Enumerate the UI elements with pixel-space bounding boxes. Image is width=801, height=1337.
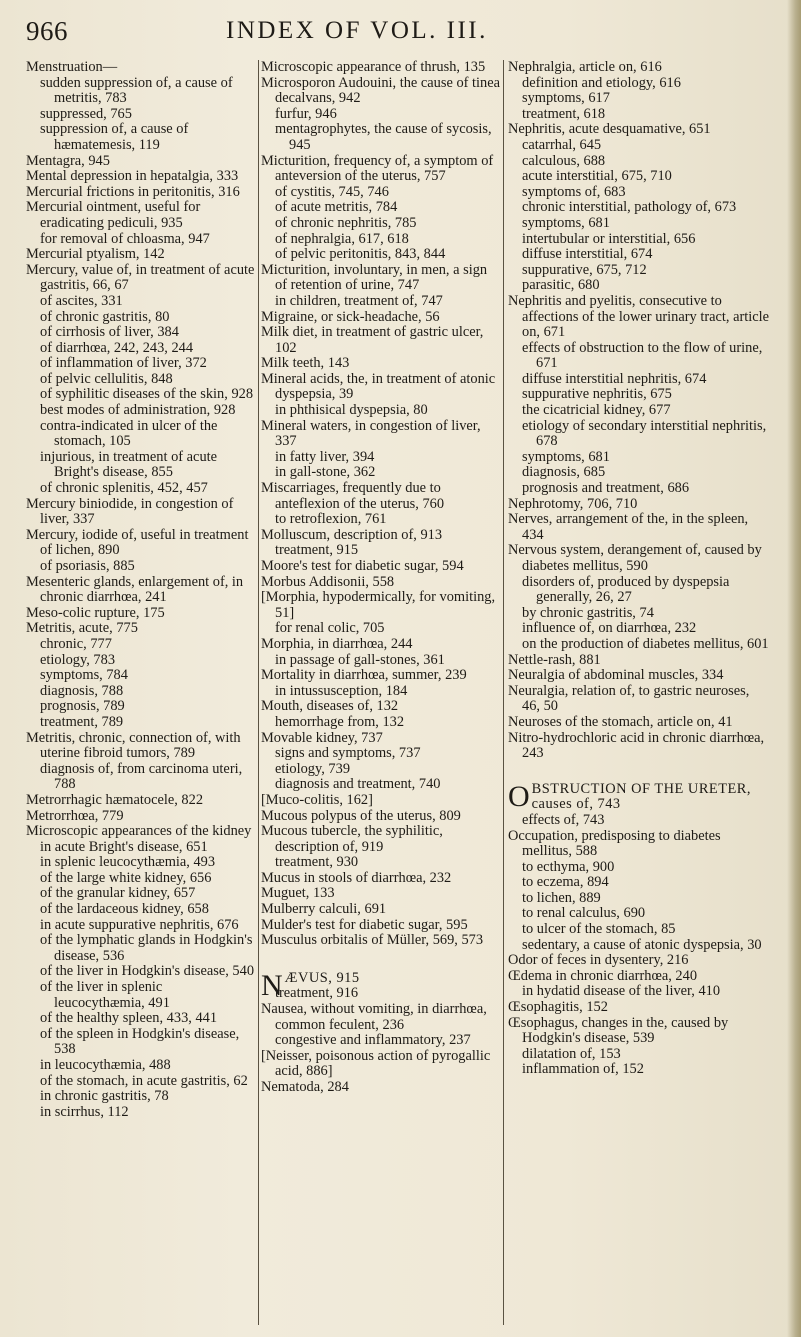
index-subentry: mentagrophytes, the cause of sycosis, 945 — [275, 121, 492, 153]
index-subentry: in acute suppurative nephritis, 676 — [40, 916, 239, 933]
index-subentry: etiology, 739 — [275, 760, 351, 777]
index-entry: Mercury biniodide, in congestion of liver, 337 — [26, 495, 234, 528]
index-subentry: calculous, 688 — [522, 152, 606, 169]
index-entry: [Neisser, poisonous action of pyrogallic acid, 886] — [261, 1047, 491, 1080]
index-entry: [Muco-colitis, 162] — [261, 791, 373, 808]
index-subentry: chronic, 777 — [40, 635, 112, 652]
index-subentry: sudden suppression of, a cause of metritis, 783 — [40, 74, 233, 107]
index-subentry: of cirrhosis of liver, 384 — [40, 324, 179, 341]
index-entry: Mercurial ptyalism, 142 — [26, 246, 165, 263]
index-entry: Neuroses of the stomach, article on, 41 — [508, 713, 733, 730]
index-entry: Nerves, arrangement of the, in the spleen, 434 — [508, 511, 749, 543]
index-subentry: sedentary, a cause of atonic dyspepsia, 30 — [522, 936, 762, 953]
index-subentry: diagnosis, 685 — [522, 464, 606, 481]
index-subentry: suppressed, 765 — [40, 105, 132, 122]
index-subentry: definition and etiology, 616 — [522, 74, 681, 91]
index-entry: Mercury, iodide of, useful in treatment of lichen, 890 — [26, 526, 249, 559]
index-subentry: in chronic gastritis, 78 — [40, 1088, 169, 1105]
page-edge-shadow — [787, 0, 801, 1337]
index-column-2 — [261, 60, 501, 1096]
index-subentry: chronic interstitial, pathology of, 673 — [522, 199, 737, 216]
index-subentry: to lichen, 889 — [522, 889, 601, 906]
index-entry: Migraine, or sick-headache, 56 — [261, 308, 440, 325]
index-subentry: effects of, 743 — [522, 811, 605, 828]
index-subentry: in phthisical dyspepsia, 80 — [275, 402, 428, 419]
index-entry: Nephralgia, article on, 616 — [508, 59, 662, 75]
index-entry: Muguet, 133 — [261, 885, 335, 902]
index-subentry: symptoms, 784 — [40, 667, 128, 684]
index-subentry: symptoms, 617 — [522, 90, 610, 107]
index-subentry: etiology, 783 — [40, 651, 116, 668]
index-subentry: of pelvic peritonitis, 843, 844 — [275, 246, 446, 263]
index-entry: Nephritis and pyelitis, consecutive to affections of the lower urinary tract, article on, 671 — [508, 292, 770, 341]
index-entry: Miscarriages, frequently due to anteflexion of the uterus, 760 — [261, 480, 445, 512]
index-subentry: inflammation of, 152 — [522, 1061, 644, 1078]
index-entry: [Morphia, hypodermically, for vomiting, 51] — [261, 589, 496, 621]
running-head: INDEX OF VOL. III. — [226, 17, 488, 44]
index-subentry: hemorrhage from, 132 — [275, 713, 405, 730]
index-entry: Nematoda, 284 — [261, 1079, 349, 1095]
index-subentry: of chronic gastritis, 80 — [40, 308, 170, 325]
index-entry: Micturition, frequency of, a symptom of anteversion of the uterus, 757 — [261, 152, 494, 185]
index-subentry: intertubular or interstitial, 656 — [522, 230, 696, 247]
index-subentry: in hydatid disease of the liver, 410 — [522, 983, 721, 1000]
index-subentry: in scirrhus, 112 — [40, 1103, 129, 1120]
index-subentry: by chronic gastritis, 74 — [522, 604, 654, 621]
index-subentry: of the spleen in Hodgkin's disease, 538 — [40, 1025, 240, 1058]
index-entry: Odor of feces in dysentery, 216 — [508, 952, 689, 969]
drop-cap-letter: N — [261, 968, 283, 1002]
index-subentry: of the lymphatic glands in Hodgkin's disease, 536 — [40, 932, 253, 964]
index-subentry: of the lardaceous kidney, 658 — [40, 901, 209, 918]
index-entry: Occupation, predisposing to diabetes mellitus, 588 — [508, 827, 721, 860]
index-subentry: in passage of gall-stones, 361 — [275, 651, 445, 668]
index-entry: Mesenteric glands, enlargement of, in chronic diarrhœa, 241 — [26, 573, 244, 606]
index-entry: Mercurial ointment, useful for eradicating pediculi, 935 — [26, 199, 201, 231]
index-subentry: prognosis and treatment, 686 — [522, 480, 690, 497]
index-subentry: best modes of administration, 928 — [40, 402, 236, 419]
page-number: 966 — [26, 16, 68, 46]
index-subentry: dilatation of, 153 — [522, 1045, 621, 1062]
column-divider — [503, 60, 504, 1325]
index-entry: Œsophagitis, 152 — [508, 999, 608, 1016]
index-entry: Metrorrhagic hæmatocele, 822 — [26, 791, 204, 808]
index-subentry: treatment, 915 — [275, 542, 359, 559]
index-entry: Mineral acids, the, in treatment of atonic dyspepsia, 39 — [261, 370, 496, 403]
index-entry: Neuralgia, relation of, to gastric neuroses, 46, 50 — [508, 682, 750, 715]
index-entry: Mulberry calculi, 691 — [261, 901, 387, 918]
index-subentry: of the healthy spleen, 433, 441 — [40, 1010, 218, 1027]
index-subentry: etiology of secondary interstitial nephritis, 678 — [522, 417, 767, 450]
section-start-entry — [508, 779, 770, 813]
index-subentry: in leucocythæmia, 488 — [40, 1057, 171, 1073]
index-subentry: of diarrhœa, 242, 243, 244 — [40, 339, 194, 356]
index-entry: Mentagra, 945 — [26, 152, 110, 169]
index-subentry: of pelvic cellulitis, 848 — [40, 370, 173, 387]
index-entry: Microsporon Audouini, the cause of tinea decalvans, 942 — [261, 74, 500, 107]
index-subentry: symptoms, 681 — [522, 448, 610, 465]
index-entry: Molluscum, description of, 913 — [261, 526, 443, 543]
index-entry: Musculus orbitalis of Müller, 569, 573 — [261, 932, 484, 949]
index-entry: Movable kidney, 737 — [261, 729, 383, 746]
index-subentry: in splenic leucocythæmia, 493 — [40, 854, 216, 871]
index-subentry: in children, treatment of, 747 — [275, 292, 443, 309]
index-entry: Mucous tubercle, the syphilitic, description of, 919 — [261, 823, 443, 855]
index-subentry: to renal calculus, 690 — [522, 905, 646, 922]
index-subentry: for renal colic, 705 — [275, 620, 385, 637]
index-subentry: in fatty liver, 394 — [275, 448, 375, 465]
index-subentry: diagnosis and treatment, 740 — [275, 776, 441, 793]
index-subentry: on the production of diabetes mellitus, 601 — [522, 635, 769, 652]
index-entry: Metritis, acute, 775 — [26, 620, 138, 637]
index-subentry: of ascites, 331 — [40, 292, 123, 309]
index-subentry: congestive and inflammatory, 237 — [275, 1032, 471, 1049]
index-entry: Morphia, in diarrhœa, 244 — [261, 635, 413, 652]
index-entry: Nettle-rash, 881 — [508, 651, 601, 668]
index-entry: Mucus in stools of diarrhœa, 232 — [261, 869, 452, 886]
index-entry: Meso-colic rupture, 175 — [26, 604, 165, 621]
index-subentry: symptoms of, 683 — [522, 183, 626, 200]
index-entry: Menstruation— — [26, 59, 118, 75]
index-subentry: to ulcer of the stomach, 85 — [522, 921, 676, 938]
index-entry: Mulder's test for diabetic sugar, 595 — [261, 916, 468, 933]
index-subentry: to eczema, 894 — [522, 874, 609, 891]
index-subentry: treatment, 618 — [522, 105, 606, 122]
index-subentry: of chronic nephritis, 785 — [275, 214, 417, 231]
index-subentry: treatment, 916 — [275, 985, 359, 1002]
index-subentry: disorders of, produced by dyspepsia generally, 26, 27 — [522, 573, 730, 606]
index-subentry: of the granular kidney, 657 — [40, 885, 196, 902]
index-subentry: treatment, 930 — [275, 854, 359, 871]
index-subentry: parasitic, 680 — [522, 277, 600, 294]
index-subentry: diagnosis, 788 — [40, 682, 124, 699]
entry-text: BSTRUCTION OF THE URETER, causes of, 743 — [531, 780, 751, 813]
index-entry: Nausea, without vomiting, in diarrhœa, common feculent, 236 — [261, 1001, 487, 1033]
index-entry: Nervous system, derangement of, caused by diabetes mellitus, 590 — [508, 542, 762, 574]
index-subentry: to retroflexion, 761 — [275, 511, 387, 528]
index-subentry: diffuse interstitial nephritis, 674 — [522, 370, 707, 387]
index-entry: Mortality in diarrhœa, summer, 239 — [261, 667, 467, 684]
index-subentry: suppurative, 675, 712 — [522, 261, 647, 278]
index-subentry: of inflammation of liver, 372 — [40, 355, 207, 372]
index-subentry: treatment, 789 — [40, 713, 124, 730]
index-column-3 — [508, 60, 770, 1078]
index-entry: Mucous polypus of the uterus, 809 — [261, 807, 461, 824]
index-entry: Nephritis, acute desquamative, 651 — [508, 121, 711, 138]
index-entry: Micturition, involuntary, in men, a sign of retention of urine, 747 — [261, 261, 488, 294]
index-subentry: in intussusception, 184 — [275, 682, 408, 699]
index-subentry: of chronic splenitis, 452, 457 — [40, 480, 208, 497]
drop-cap-letter: O — [508, 779, 530, 813]
index-subentry: suppression of, a cause of hæmatemesis, 119 — [40, 121, 189, 153]
index-entry: Mouth, diseases of, 132 — [261, 698, 399, 715]
index-subentry: of the liver in splenic leucocythæmia, 491 — [40, 979, 170, 1011]
section-gap — [261, 949, 501, 971]
index-column-1 — [26, 60, 256, 1120]
index-subentry: to ecthyma, 900 — [522, 858, 615, 875]
index-entry: Nitro-hydrochloric acid in chronic diarrhœa, 243 — [508, 729, 765, 762]
index-subentry: catarrhal, 645 — [522, 136, 602, 153]
index-subentry: acute interstitial, 675, 710 — [522, 168, 672, 185]
index-subentry: furfur, 946 — [275, 105, 337, 122]
index-subentry: in gall-stone, 362 — [275, 464, 376, 481]
index-subentry: diagnosis of, from carcinoma uteri, 788 — [40, 760, 243, 793]
index-subentry: signs and symptoms, 737 — [275, 745, 421, 762]
index-subentry: effects of obstruction to the flow of urine, 671 — [522, 339, 763, 372]
index-subentry: of syphilitic diseases of the skin, 928 — [40, 386, 254, 403]
index-entry: Microscopic appearance of thrush, 135 — [261, 59, 486, 75]
index-entry: Milk diet, in treatment of gastric ulcer, 102 — [261, 324, 484, 356]
index-subentry: of the stomach, in acute gastritis, 62 — [40, 1072, 248, 1089]
index-entry: Mineral waters, in congestion of liver, 337 — [261, 417, 481, 450]
index-subentry: suppurative nephritis, 675 — [522, 386, 672, 403]
index-entry: Metritis, chronic, connection of, with uterine fibroid tumors, 789 — [26, 729, 241, 762]
index-subentry: prognosis, 789 — [40, 698, 125, 715]
index-entry: Neuralgia of abdominal muscles, 334 — [508, 667, 724, 684]
index-subentry: of the liver in Hodgkin's disease, 540 — [40, 963, 255, 980]
index-subentry: of the large white kidney, 656 — [40, 869, 212, 886]
page-header — [26, 16, 766, 52]
index-subentry: diffuse interstitial, 674 — [522, 246, 653, 263]
index-subentry: influence of, on diarrhœa, 232 — [522, 620, 697, 637]
index-subentry: of psoriasis, 885 — [40, 558, 135, 574]
index-subentry: of nephralgia, 617, 618 — [275, 230, 409, 247]
index-subentry: of acute metritis, 784 — [275, 199, 398, 216]
entry-text: ÆVUS, 915 — [284, 969, 360, 986]
index-subentry: of cystitis, 745, 746 — [275, 183, 389, 200]
index-subentry: contra-indicated in ulcer of the stomach, 105 — [40, 417, 218, 450]
index-entry: Microscopic appearances of the kidney in acute Bright's disease, 651 — [26, 823, 252, 855]
index-entry: Metrorrhœa, 779 — [26, 807, 124, 824]
index-entry: Moore's test for diabetic sugar, 594 — [261, 558, 464, 574]
index-entry: Mercurial frictions in peritonitis, 316 — [26, 183, 240, 200]
index-entry: Mental depression in hepatalgia, 333 — [26, 168, 239, 185]
index-subentry: for removal of chloasma, 947 — [40, 230, 210, 247]
index-entry: Nephrotomy, 706, 710 — [508, 495, 638, 512]
index-entry: Œsophagus, changes in the, caused by Hodgkin's disease, 539 — [508, 1014, 729, 1047]
section-gap — [508, 762, 770, 782]
index-subentry: the cicatricial kidney, 677 — [522, 402, 671, 419]
column-divider — [258, 60, 259, 1325]
index-subentry: injurious, in treatment of acute Bright's disease, 855 — [40, 448, 218, 481]
index-subentry: symptoms, 681 — [522, 214, 610, 231]
index-entry: Œdema in chronic diarrhœa, 240 — [508, 967, 698, 984]
index-entry: Mercury, value of, in treatment of acute gastritis, 66, 67 — [26, 261, 255, 294]
index-entry: Morbus Addisonii, 558 — [261, 573, 395, 590]
index-entry: Milk teeth, 143 — [261, 355, 350, 372]
